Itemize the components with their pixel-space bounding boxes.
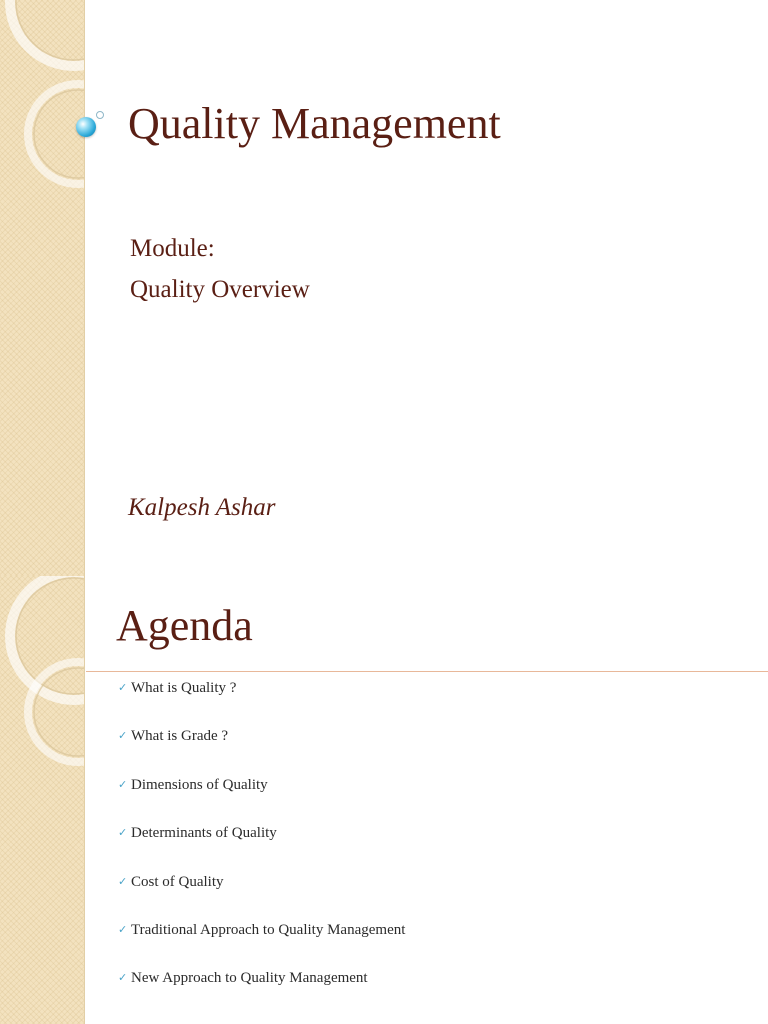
author-name: Kalpesh Ashar — [128, 494, 276, 521]
subtitle-module-label: Module: — [130, 235, 215, 262]
check-icon: ✓ — [118, 681, 128, 694]
agenda-item — [118, 970, 405, 1018]
agenda-title: Agenda — [116, 601, 253, 650]
agenda-item — [118, 777, 405, 825]
decorative-rings — [0, 0, 84, 576]
agenda-item-text: Traditional Approach to Quality Management — [131, 921, 406, 938]
agenda-item-text: What is Grade ? — [131, 728, 229, 745]
agenda-item-text: What is Quality ? — [131, 680, 237, 696]
slide-title: Quality Management — [128, 99, 501, 148]
agenda-slide — [0, 576, 768, 1024]
check-icon: ✓ — [118, 971, 128, 985]
decorative-rings — [0, 576, 84, 1024]
agenda-item-text: Dimensions of Quality — [131, 776, 268, 793]
check-icon: ✓ — [118, 826, 128, 840]
agenda-item-text: Cost of Quality — [131, 873, 224, 890]
check-icon: ✓ — [118, 777, 128, 791]
check-icon: ✓ — [118, 922, 128, 936]
agenda-item-text: Determinants of Quality — [131, 825, 277, 842]
blue-sphere-icon — [76, 117, 96, 137]
decorative-side-strip — [0, 576, 85, 1024]
agenda-item-text: New Approach to Quality Management — [131, 970, 368, 987]
agenda-item — [118, 874, 405, 922]
title-divider — [86, 671, 768, 672]
decorative-side-strip — [0, 0, 85, 576]
agenda-item — [118, 922, 405, 970]
slide-subtitle — [130, 228, 310, 310]
small-ring-icon — [96, 111, 104, 119]
check-icon: ✓ — [118, 874, 128, 888]
subtitle-module-name: Quality Overview — [130, 276, 310, 303]
agenda-item — [118, 728, 405, 776]
check-icon: ✓ — [118, 729, 128, 743]
agenda-item — [118, 680, 405, 728]
agenda-item — [118, 825, 405, 873]
agenda-list — [118, 680, 405, 1019]
